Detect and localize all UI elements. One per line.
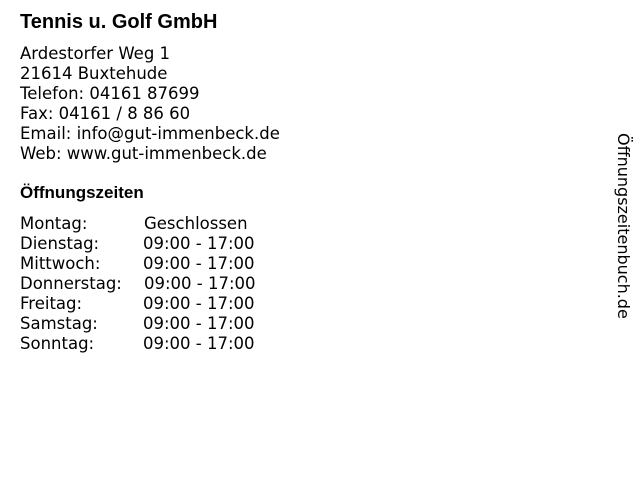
hours-row-tuesday — [20, 234, 320, 254]
hours-row-sunday — [20, 334, 320, 354]
email-line: Email: info@gut-immenbeck.de — [20, 124, 280, 143]
hours-value: 09:00 - 17:00 — [143, 254, 255, 273]
brand-watermark: Öffnungszeitenbuch.de — [614, 133, 633, 319]
phone-line: Telefon: 04161 87699 — [20, 84, 200, 103]
day-label: Samstag: — [20, 314, 98, 333]
day-label: Freitag: — [20, 294, 83, 313]
contact-block — [20, 44, 280, 164]
hours-row-friday — [20, 294, 320, 314]
hours-value: 09:00 - 17:00 — [143, 314, 255, 333]
hours-row-wednesday — [20, 254, 320, 274]
hours-row-thursday — [20, 274, 320, 294]
day-label: Sonntag: — [20, 334, 95, 353]
hours-value: 09:00 - 17:00 — [144, 274, 256, 293]
opening-hours-table — [20, 214, 320, 354]
hours-row-saturday — [20, 314, 320, 334]
day-label: Dienstag: — [20, 234, 100, 253]
hours-value: 09:00 - 17:00 — [143, 334, 255, 353]
hours-value: 09:00 - 17:00 — [143, 234, 255, 253]
hours-row-monday — [20, 214, 320, 234]
day-label: Mittwoch: — [20, 254, 101, 273]
day-label: Montag: — [20, 214, 88, 233]
fax-line: Fax: 04161 / 8 86 60 — [20, 104, 191, 123]
address-street: Ardestorfer Weg 1 — [20, 44, 171, 63]
hours-value: Geschlossen — [144, 214, 248, 233]
day-label: Donnerstag: — [20, 274, 122, 293]
opening-hours-heading: Öffnungszeiten — [20, 183, 144, 202]
address-city: 21614 Buxtehude — [20, 64, 168, 83]
business-name: Tennis u. Golf GmbH — [20, 11, 218, 33]
hours-value: 09:00 - 17:00 — [143, 294, 255, 313]
web-line: Web: www.gut-immenbeck.de — [20, 144, 267, 163]
